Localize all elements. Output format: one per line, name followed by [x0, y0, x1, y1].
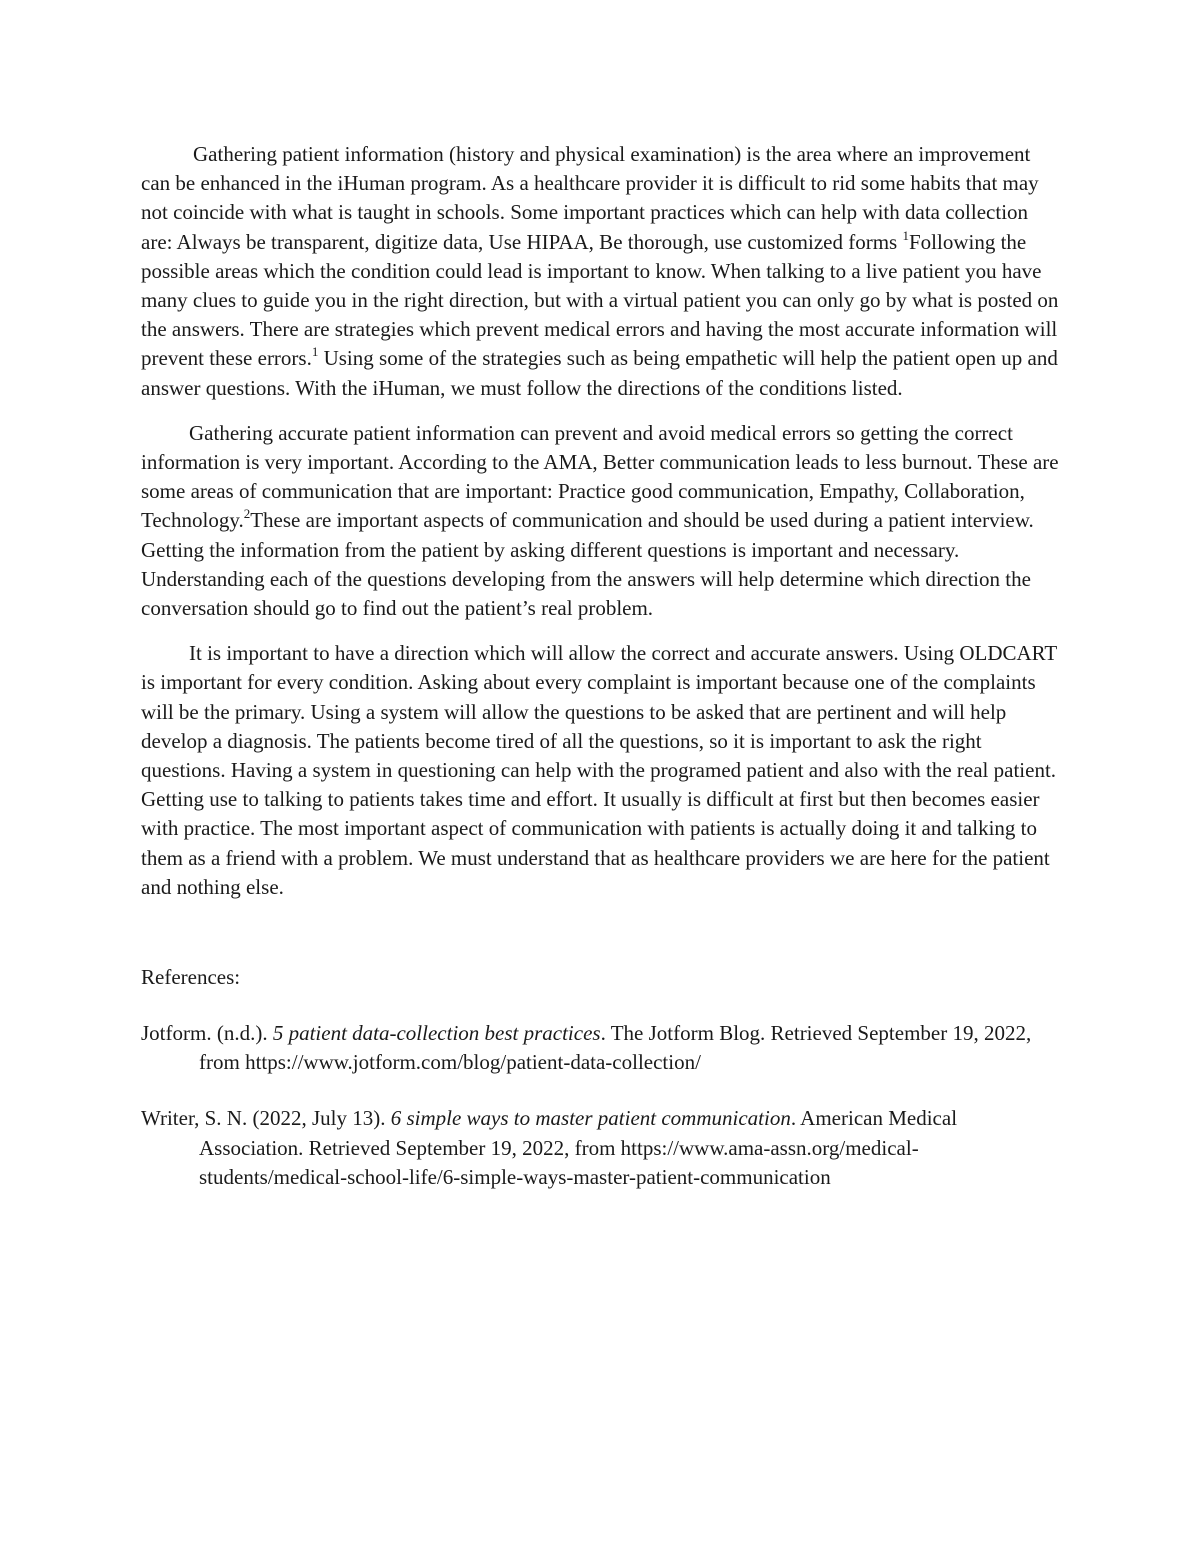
reference-title: 6 simple ways to master patient communication [390, 1106, 791, 1131]
reference-title: 5 patient data-collection best practices [272, 1021, 601, 1046]
paragraph-text: Following the possible areas which the condition could lead is important to know. When talking to a live patient you have many clues to guide you in the right direction, but with a virtual patient you can only go by what is posted on the answers. There are strategies which prevent medical errors and having the most accurate information will prevent these errors. [141, 229, 1059, 371]
reference-entry [141, 1104, 1061, 1192]
body-paragraph [141, 639, 1061, 902]
references-heading: References: [141, 965, 241, 990]
paragraph-text: Gathering accurate patient information can prevent and avoid medical errors so getting the correct information is very important. According to the AMA, Better communication leads to less burnout. These are some areas of communication that are important: Practice good communication, Empathy, Collaboration, Technology. [141, 420, 1059, 533]
reference-author-date: Jotform. (n.d.). [141, 1021, 273, 1046]
citation-superscript: 1 [311, 344, 319, 360]
reference-source: . The Jotform Blog. Retrieved September 19, 2022, from https://www.jotform.com/blog/patient-data-collection/ [199, 1021, 1032, 1075]
citation-superscript: 2 [243, 506, 251, 522]
paragraph-text: Using some of the strategies such as being empathetic will help the patient open up and answer questions. With the iHuman, we must follow the directions of the conditions listed. [141, 346, 1058, 400]
body-paragraph [141, 140, 1061, 403]
document-page [141, 140, 1061, 1219]
reference-source: . American Medical Association. Retrieved September 19, 2022, from https://www.ama-assn.org/medical-students/medical-school-life/6-simple-ways-master-patient-communication [199, 1106, 958, 1189]
body-paragraph [141, 419, 1061, 623]
paragraph-text: These are important aspects of communication and should be used during a patient interview. Getting the information from the patient by asking different questions is important and necessary. Understanding each of the questions developing from the answers will help determine which direction the conversation should go to find out the patient’s real problem. [141, 508, 1034, 621]
citation-superscript: 1 [902, 227, 909, 243]
paragraph-text: It is important to have a direction which will allow the correct and accurate answers. Using OLDCART is important for every condition. Asking about every complaint is important because one of the complaints will be the primary. Using a system will allow the questions to be asked that are pertinent and will help develop a diagnosis. The patients become tired of all the questions, so it is important to ask the right questions. Having a system in questioning can help with the programed patient and also with the real patient. Getting use to talking to patients takes time and effort. It usually is difficult at first but then becomes easier with practice. The most important aspect of communication with patients is actually doing it and talking to them as a friend with a problem. We must understand that as healthcare providers we are here for the patient and nothing else. [141, 641, 1057, 899]
reference-entry [141, 1019, 1061, 1077]
paragraph-text: Gathering patient information (history and physical examination) is the area where an improvement can be enhanced in the iHuman program. As a healthcare provider it is difficult to rid some habits that may not coincide with what is taught in schools. Some important practices which can help with data collection are: Always be transparent, digitize data, Use HIPAA, Be thorough, use customized forms [141, 142, 1039, 254]
reference-author-date: Writer, S. N. (2022, July 13). [141, 1106, 391, 1131]
